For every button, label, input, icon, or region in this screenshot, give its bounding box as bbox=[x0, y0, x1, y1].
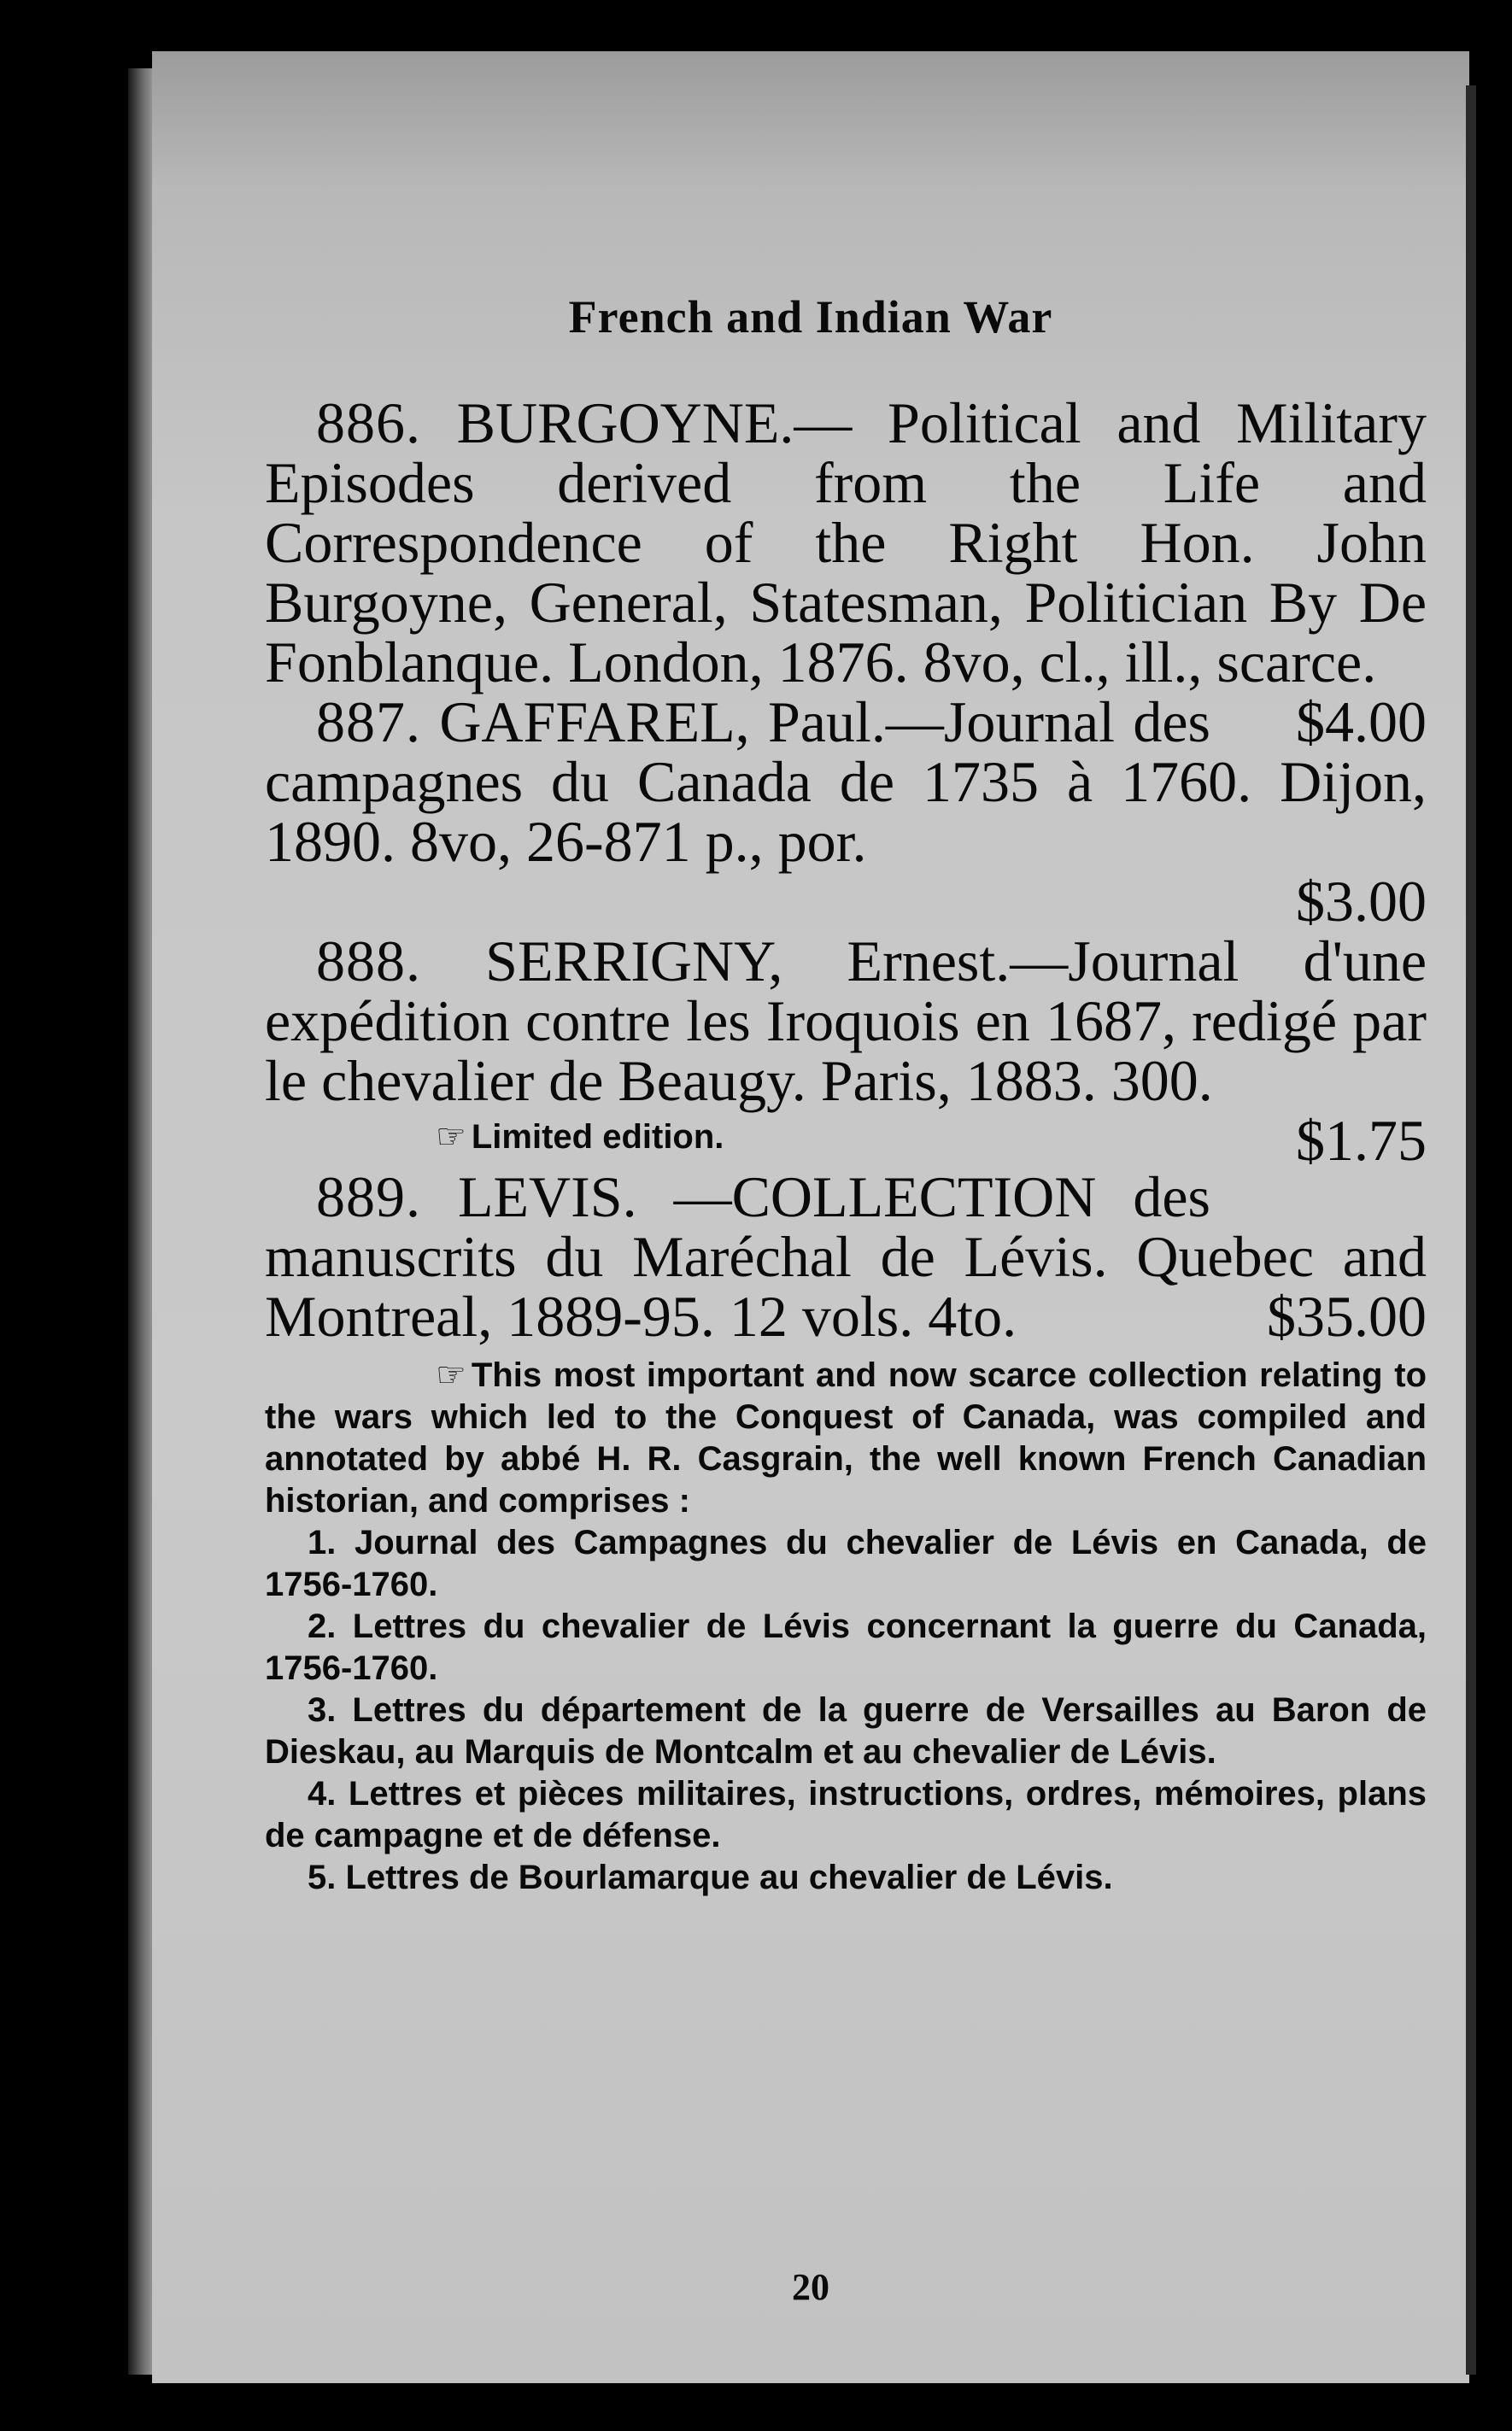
entry-description: LEVIS. —COLLECTION des manuscrits du Maréchal de Lévis. Quebec and Montreal, 1889-95. 12 vols. 4to. bbox=[265, 1164, 1427, 1349]
pointing-hand-icon: ☞ bbox=[436, 1118, 466, 1156]
catalog-entry-888 bbox=[265, 928, 1427, 1173]
collection-note-text: This most important and now scarce collection relating to the wars which led to the Conquest of Canada, was compiled and annotated by abbé H. R. Casgrain, the well known French Canadian historian, and comprises : bbox=[265, 1356, 1427, 1520]
collection-item: 2. Lettres du chevalier de Lévis concernant la guerre du Canada, 1756-1760. bbox=[265, 1608, 1427, 1687]
collection-item: 5. Lettres de Bourlamarque au chevalier de Lévis. bbox=[308, 1859, 1113, 1896]
collection-item: 4. Lettres et pièces militaires, instructions, ordres, mémoires, plans de campagne et de défense. bbox=[265, 1775, 1427, 1854]
catalog-entry-889 bbox=[265, 1164, 1427, 1349]
entry-price: $3.00 bbox=[1296, 869, 1427, 934]
page-content bbox=[265, 390, 1427, 1899]
page-header: French and Indian War bbox=[568, 291, 1053, 343]
page-number: 20 bbox=[792, 2266, 829, 2308]
entry-price: $4.00 bbox=[1296, 689, 1427, 754]
collection-item: 1. Journal des Campagnes du chevalier de Lévis en Canada, de 1756-1760. bbox=[265, 1524, 1427, 1603]
entry-number: 888. bbox=[316, 928, 421, 993]
page-right-edge bbox=[1466, 85, 1476, 2375]
page-left-edge bbox=[128, 68, 154, 2375]
entry-number: 887. bbox=[316, 689, 421, 754]
pointing-hand-icon: ☞ bbox=[436, 1356, 466, 1394]
entry-price: $1.75 bbox=[1296, 1108, 1427, 1173]
note-text: Limited edition. bbox=[471, 1118, 724, 1156]
entry-description: SERRIGNY, Ernest.—Journal d'une expédition contre les Iroquois en 1687, redigé par le chevalier de Beaugy. Paris, 1883. 300. bbox=[265, 928, 1427, 1113]
collection-note bbox=[265, 1355, 1427, 1522]
catalog-page bbox=[152, 51, 1469, 2383]
entry-number: 889. bbox=[316, 1164, 421, 1229]
entry-number: 886. bbox=[316, 390, 421, 455]
entry-price: $35.00 bbox=[1267, 1284, 1427, 1349]
collection-item: 3. Lettres du département de la guerre de Versailles au Baron de Dieskau, au Marquis de Montcalm et au chevalier de Lévis. bbox=[265, 1691, 1427, 1771]
entry-text bbox=[265, 1164, 1427, 1349]
entry-description: GAFFAREL, Paul.—Journal des campagnes du Canada de 1735 à 1760. Dijon, 1890. 8vo, 26-871 p., por. bbox=[265, 689, 1427, 874]
entry-description: BURGOYNE.— Political and Military Episodes derived from the Life and Correspondence of the Right Hon. John Burgoyne, General, Statesman, Politician By De Fonblanque. London, 1876. 8vo, cl., ill., scarce. bbox=[265, 390, 1427, 694]
